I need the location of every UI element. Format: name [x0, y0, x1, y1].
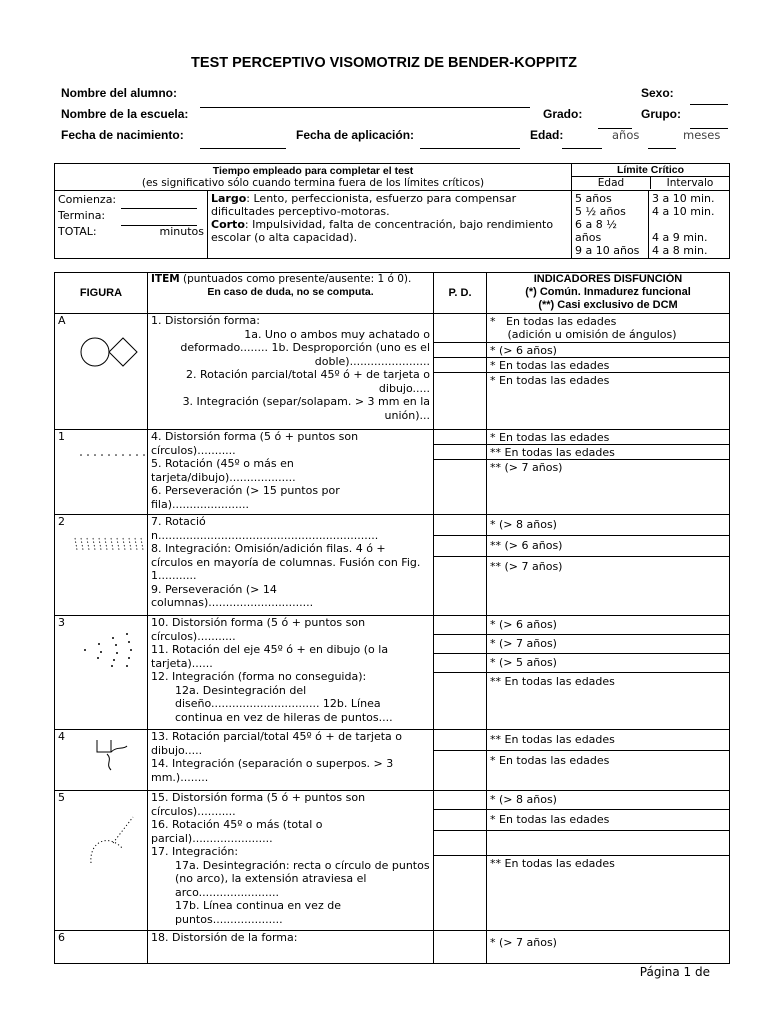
scoring-table [54, 272, 730, 964]
figure-label: A [58, 314, 66, 327]
pd-input[interactable] [434, 314, 486, 343]
short-text: : Impulsividad, falta de concentración, bajo rendimiento escolar (o alta capacidad). [211, 218, 554, 244]
age-months-field[interactable] [648, 148, 676, 149]
student-name-label: Nombre del alumno: [61, 86, 178, 100]
figure-2-drawing [73, 537, 145, 551]
item-text: 9. Perseveración (> 14 columnas).............................. [151, 582, 314, 609]
pd-input[interactable] [434, 730, 486, 751]
indicator-text: * (> 6 años) [487, 343, 729, 358]
item-text: 17. Integración: [151, 845, 239, 858]
figure-5-cell [55, 791, 148, 931]
indicator-text: ** En todas las edades [487, 730, 729, 751]
start-field[interactable] [121, 208, 197, 209]
figure-label: 5 [58, 791, 65, 804]
interval-value: 3 a 10 min. [652, 192, 715, 205]
table-row [55, 314, 730, 430]
table-row [55, 730, 730, 791]
pd-input[interactable] [434, 515, 486, 536]
item-text: 7. Rotación............................................................... [151, 515, 379, 542]
sex-label: Sexo: [641, 86, 674, 100]
time-header-title: Tiempo empleado para completar el test [212, 165, 414, 177]
indicator-text: ** En todas las edades [490, 857, 615, 870]
table-row [55, 515, 730, 616]
item-text: 5. Rotación (45º o más en tarjeta/dibujo)................... [151, 457, 296, 484]
indicators-header [487, 273, 730, 314]
indicators-dcm: (**) Casi exclusivo de DCM [538, 299, 678, 311]
figure-6-cell [55, 931, 148, 964]
indicators-4 [487, 730, 730, 791]
age-value: 5 ½ años [575, 205, 626, 218]
item-header [148, 273, 434, 314]
pd-input[interactable] [434, 358, 486, 373]
figure-a-cell [55, 314, 148, 430]
figure-5-drawing [87, 813, 137, 869]
item-header-line2: En caso de duda, no se computa. [207, 286, 374, 298]
age-years-field[interactable] [562, 148, 602, 149]
pd-input[interactable] [434, 791, 486, 810]
months-label: meses [683, 128, 721, 142]
indicators-a [487, 314, 730, 430]
table-row [55, 931, 730, 964]
table-row [55, 616, 730, 730]
pd-a [434, 314, 487, 430]
items-3 [148, 616, 434, 730]
age-value: 6 a 8 ½ años [575, 218, 617, 244]
item-text: 10. Distorsión forma (5 ó + puntos son círculos)........... [151, 616, 366, 643]
item-text: 14. Integración (separación o superpos. > 3 mm.)........ [151, 757, 394, 784]
indicator-text: * (> 8 años) [487, 515, 729, 536]
pd-input[interactable] [434, 616, 486, 635]
indicators-6 [487, 931, 730, 964]
pd-4 [434, 730, 487, 791]
items-2 [148, 515, 434, 616]
pd-input[interactable] [434, 931, 486, 962]
pd-input[interactable] [434, 751, 486, 790]
time-header-sub: (es significativo sólo cuando termina fuera de los límites críticos) [141, 177, 485, 189]
indicator-text: * En todas las edades [487, 358, 729, 373]
figure-a-drawing [75, 332, 155, 402]
short-label: Corto [211, 218, 245, 231]
figure-1-cell [55, 430, 148, 515]
indicator-text: * En todas las edades [487, 810, 729, 831]
pd-6 [434, 931, 487, 964]
items-5 [148, 791, 434, 931]
time-interpretation [208, 191, 572, 259]
page-number: Página 1 de [639, 965, 710, 979]
figure-2-cell [55, 515, 148, 616]
figure-label: 2 [58, 515, 65, 528]
age-column-header: Edad [572, 177, 651, 189]
pd-2 [434, 515, 487, 616]
item-text: 16. Rotación 45º o más (total o parcial)....................... [151, 818, 323, 845]
indicators-3 [487, 616, 730, 730]
item-text: 17b. Línea continua en vez de puntos.................... [175, 899, 341, 926]
figure-label: 3 [58, 616, 65, 629]
indicator-text: ** (> 7 años) [490, 560, 563, 573]
birth-date-label: Fecha de nacimiento: [61, 128, 184, 142]
pd-5 [434, 791, 487, 931]
pd-header: P. D. [434, 273, 487, 314]
indicators-5 [487, 791, 730, 931]
indicator-text: ** (> 6 años) [487, 536, 729, 557]
item-text: 1. Distorsión forma: [151, 314, 260, 327]
age-label: Edad: [530, 128, 564, 142]
pd-3 [434, 616, 487, 730]
interval-value: 4 a 8 min. [652, 244, 708, 257]
school-name-field[interactable] [200, 107, 530, 108]
interval-value: 4 a 9 min. [652, 231, 708, 244]
sex-field[interactable] [690, 104, 728, 105]
application-date-label: Fecha de aplicación: [296, 128, 415, 142]
item-header-bold: ITEM [151, 273, 180, 285]
age-values [572, 191, 649, 259]
indicator-text: ** En todas las edades [487, 445, 729, 460]
figure-label: 1 [58, 430, 65, 443]
indicator-text: * En todas las edades [487, 430, 729, 445]
indicator-text: * (> 7 años) [490, 936, 557, 949]
indicator-text: ** (> 7 años) [490, 461, 563, 474]
group-label: Grupo: [641, 107, 681, 121]
item-text: 12. Integración (forma no conseguida): [151, 670, 367, 683]
start-label: Comienza: [58, 193, 117, 206]
indicator-text: * En todas las edades (adición u omisión de ángulos) [487, 314, 729, 343]
item-text: 12a. Desintegración del diseño............................... 12b. Línea continua en vez de hileras de puntos.... [175, 683, 393, 724]
item-header-text: (puntuados como presente/ausente: 1 ó 0). [179, 273, 412, 285]
indicator-text: * (> 5 años) [487, 654, 729, 673]
pd-input[interactable] [434, 460, 486, 514]
birth-date-field[interactable] [200, 148, 286, 149]
age-value: 9 a 10 años [575, 244, 640, 257]
item-text: 6. Perseveración (> 15 puntos por fila)...................... [151, 484, 340, 511]
grade-label: Grado: [543, 107, 583, 121]
page-title: TEST PERCEPTIVO VISOMOTRIZ DE BENDER-KOPPITZ [191, 55, 577, 71]
indicators-common: (*) Común. Inmadurez funcional [525, 286, 691, 298]
pd-input[interactable] [434, 343, 486, 358]
indicator-text: * (> 7 años) [487, 635, 729, 654]
figure-1-drawing [79, 450, 149, 460]
indicator-text: * En todas las edades [490, 374, 610, 387]
item-text: 4. Distorsión forma (5 ó + puntos son círculos)........... [151, 430, 359, 457]
item-text: 2. Rotación parcial/total 45º ó + de tarjeta o dibujo..... [185, 368, 430, 395]
item-text: 17a. Desintegración: recta o círculo de puntos (no arco), la extensión atraviesa el arco....................... [175, 858, 430, 899]
pd-input[interactable] [434, 536, 486, 557]
interval-column-header: Intervalo [666, 177, 714, 189]
figure-3-drawing [79, 630, 139, 670]
indicators-2 [487, 515, 730, 616]
interval-values [649, 191, 730, 259]
table-row [55, 430, 730, 515]
items-6 [148, 931, 434, 964]
figure-header: FIGURA [55, 273, 148, 314]
pd-input[interactable] [434, 654, 486, 673]
indicators-title: INDICADORES DISFUNCIÓN [533, 273, 683, 285]
indicator-text [487, 831, 729, 856]
years-label: años [612, 128, 640, 142]
figure-3-cell [55, 616, 148, 730]
item-text: 3. Integración (separ/solapam. > 3 mm en la unión)... [182, 395, 430, 422]
minutes-label: minutos [159, 225, 204, 238]
items-1 [148, 430, 434, 515]
critical-limit-header [572, 164, 730, 191]
pd-input[interactable] [434, 557, 486, 615]
pd-input[interactable] [434, 856, 486, 930]
application-date-field[interactable] [420, 148, 520, 149]
pd-input[interactable] [434, 810, 486, 831]
age-value: 5 años [575, 192, 612, 205]
indicator-text: * (> 6 años) [487, 616, 729, 635]
item-text: 13. Rotación parcial/total 45º ó + de tarjeta o dibujo..... [151, 730, 403, 757]
item-text: 8. Integración: Omisión/adición filas. 4 ó + círculos en mayoría de columnas. Fusión con Fig. 1........... [151, 542, 421, 582]
pd-input[interactable] [434, 373, 486, 429]
long-text: : Lento, perfeccionista, esfuerzo para compensar dificultades perceptivo-motoras. [211, 192, 517, 218]
figure-4-drawing [93, 736, 133, 772]
indicator-text: * (> 8 años) [487, 791, 729, 810]
pd-input[interactable] [434, 430, 486, 445]
items-4 [148, 730, 434, 791]
indicator-text: ** En todas las edades [490, 675, 615, 688]
item-text: 11. Rotación del eje 45º ó + en dibujo (o la tarjeta)...... [151, 643, 389, 670]
figure-label: 6 [58, 931, 65, 944]
item-text: 1a. Uno o ambos muy achatado o deformado........ 1b. Desproporción (uno es el doble)....................... [180, 327, 430, 368]
indicator-text: * En todas las edades [490, 754, 610, 767]
end-label: Termina: [58, 209, 106, 222]
items-a [148, 314, 434, 430]
indicators-1 [487, 430, 730, 515]
item-text: 18. Distorsión de la forma: [151, 931, 298, 944]
total-label: TOTAL: [58, 225, 97, 238]
pd-1 [434, 430, 487, 515]
pd-input[interactable] [434, 673, 486, 729]
item-text: 15. Distorsión forma (5 ó + puntos son círculos)........... [151, 791, 366, 818]
time-fields-cell [55, 191, 208, 259]
interval-value: 4 a 10 min. [652, 205, 715, 218]
pd-input[interactable] [434, 445, 486, 460]
figure-4-cell [55, 730, 148, 791]
figure-label: 4 [58, 730, 65, 743]
pd-input[interactable] [434, 831, 486, 856]
time-header [55, 164, 572, 191]
long-label: Largo [211, 192, 247, 205]
table-row [55, 791, 730, 931]
school-name-label: Nombre de la escuela: [61, 107, 189, 121]
time-table [54, 163, 730, 259]
pd-input[interactable] [434, 635, 486, 654]
critical-limit-title: Límite Crítico [572, 164, 729, 177]
